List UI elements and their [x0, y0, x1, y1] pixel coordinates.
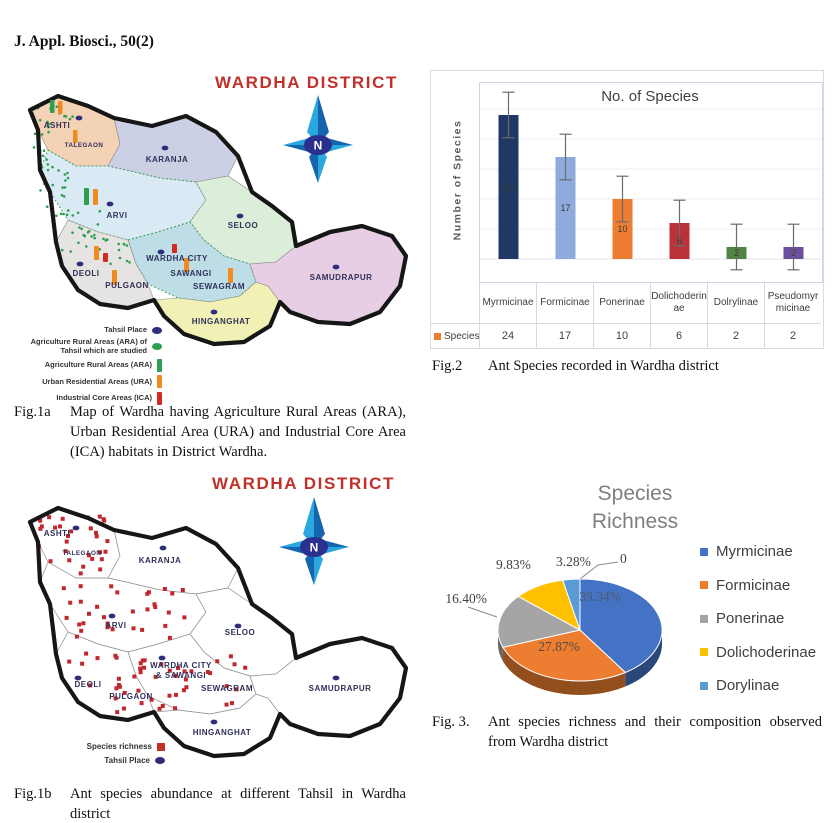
- region-label: SAWANGI: [170, 269, 212, 278]
- region-label: SELOO: [227, 221, 259, 230]
- y-axis-title: Number of Species: [451, 119, 464, 241]
- pie-legend-item: [700, 577, 816, 594]
- region-label: DEOLI: [72, 269, 100, 278]
- plot-area: [479, 82, 823, 283]
- series-legend-cell: [431, 324, 479, 348]
- region-label: DEOLI: [74, 680, 102, 689]
- legend-label: Dolichoderinae: [716, 643, 817, 661]
- region-label: SEWAGRAM: [193, 282, 245, 291]
- legend-marker-icon: [700, 648, 708, 656]
- pie-legend-item: [700, 543, 816, 560]
- region-label: ARVI: [106, 211, 128, 220]
- caption-label: Fig.1b: [14, 786, 52, 802]
- region-label: SAMUDRAPUR: [309, 273, 373, 282]
- bar-chart: [430, 70, 824, 349]
- ura-bar-icon: [157, 375, 162, 388]
- region-label: SEWAGRAM: [201, 684, 253, 693]
- fig1b-legend: [55, 742, 165, 770]
- compass-north-label: N: [313, 138, 323, 153]
- fig1b-map-title: WARDHA DISTRICT: [212, 474, 395, 493]
- species-richness-icon: [157, 743, 165, 751]
- fig3-caption: [432, 712, 822, 752]
- value-cell: 2: [707, 324, 764, 348]
- bar-value-label: 6: [676, 236, 683, 246]
- region-label: TALEGAON: [62, 550, 102, 557]
- bar-value-label: 2: [733, 248, 740, 258]
- series-marker-icon: [434, 333, 441, 340]
- region-label: WARDHA CITY: [146, 254, 208, 263]
- values-row: [431, 323, 821, 349]
- region-label: ASHTI: [43, 529, 71, 538]
- region-label: PULGAON: [105, 281, 149, 290]
- pie-legend-item: [700, 677, 816, 694]
- legend-item: Agriculture Rural Areas (ARA) of Tahsil which are studied: [12, 338, 162, 355]
- legend-label: Myrmicinae: [716, 543, 793, 560]
- legend-label: Dorylinae: [716, 677, 780, 694]
- legend-marker-icon: [700, 548, 708, 556]
- caption-text: Ant Species recorded in Wardha district: [488, 358, 719, 374]
- legend-item: Urban Residential Areas (URA): [12, 375, 162, 388]
- pie-label: 3.28%: [556, 554, 591, 569]
- pie-label: 27.87%: [538, 639, 580, 654]
- category-cell: Dolichoderinae: [650, 282, 707, 323]
- pie-legend: [700, 543, 816, 694]
- category-cell: Myrmicinae: [479, 282, 536, 323]
- bar-value-label: 2: [790, 248, 797, 258]
- legend-marker-icon: [700, 615, 708, 623]
- ara-bar-icon: [157, 359, 162, 372]
- pie-label: 39.34%: [579, 589, 621, 604]
- caption-text: Ant species abundance at different Tahsil in Wardha district: [70, 786, 406, 822]
- value-cell: 6: [650, 324, 707, 348]
- caption-label: Fig.1a: [14, 404, 51, 420]
- fig1a-map: [0, 70, 418, 350]
- legend-marker-icon: [700, 581, 708, 589]
- caption-text: Map of Wardha having Agriculture Rural Areas (ARA), Urban Residential Area (URA) and Industrial Core Area (ICA) habitats in District Wardha.: [70, 404, 406, 460]
- legend-item: Industrial Core Areas (ICA): [12, 392, 162, 405]
- value-cell: 10: [593, 324, 650, 348]
- value-cell: 17: [536, 324, 593, 348]
- compass-north-label: N: [309, 540, 319, 555]
- category-cell: Dolrylinae: [707, 282, 764, 323]
- chart-title: No. of Species: [601, 88, 699, 105]
- region-label: ARVI: [105, 621, 127, 630]
- caption-label: Fig. 3.: [432, 714, 470, 730]
- pie-label: 16.40%: [445, 591, 487, 606]
- pie-chart-title: Species Richness: [591, 482, 679, 533]
- region-label: SAMUDRAPUR: [308, 684, 372, 693]
- value-cell: 24: [479, 324, 536, 348]
- series-name: Species: [444, 330, 480, 342]
- pie-label: 9.83%: [496, 557, 531, 572]
- region-label: KARANJA: [145, 155, 189, 164]
- region-label: HINGANGHAT: [191, 317, 251, 326]
- pie-chart: [440, 545, 730, 715]
- region-label: SELOO: [224, 628, 256, 637]
- pie-label: 0: [620, 551, 627, 566]
- tahsil-place-icon: [155, 757, 165, 764]
- tahsil-place-icon: [152, 327, 162, 334]
- legend-marker-icon: [700, 682, 708, 690]
- legend-item: Species richness: [55, 742, 165, 751]
- fig2-caption: [432, 356, 822, 376]
- pie-legend-item: [700, 644, 816, 661]
- caption-text: Ant species richness and their composition observed from Wardha district: [488, 714, 822, 750]
- caption-label: Fig.2: [432, 358, 463, 374]
- bar-value-label: 17: [560, 203, 571, 213]
- bar-value-label: 24: [503, 182, 514, 192]
- legend-item: Tahsil Place: [12, 326, 162, 335]
- corner-cell: [431, 282, 479, 323]
- region-label: & SAWANGI: [155, 671, 207, 680]
- fig1b-map: [0, 482, 418, 762]
- value-cell: 2: [764, 324, 821, 348]
- region-label: PULGAON: [109, 692, 153, 701]
- category-row: [431, 282, 821, 323]
- legend-item: Tahsil Place: [55, 756, 165, 765]
- legend-label: Formicinae: [716, 576, 791, 594]
- region-label: KARANJA: [138, 556, 182, 565]
- legend-label: Ponerinae: [716, 610, 785, 627]
- region-label: HINGANGHAT: [192, 728, 252, 737]
- category-cell: Pseudomyrmicinae: [764, 282, 821, 323]
- pie-legend-item: [700, 610, 816, 627]
- region-label: WARDHA CITY: [150, 661, 212, 670]
- leader-line-ponerinae: [468, 607, 497, 617]
- legend-item: Agriculture Rural Areas (ARA): [12, 359, 162, 372]
- region-label: ASHTI: [43, 121, 71, 130]
- region-label: TALEGAON: [64, 142, 104, 149]
- fig1b-caption: [14, 784, 406, 823]
- fig1a-caption: [14, 402, 406, 462]
- category-cell: Formicinae: [536, 282, 593, 323]
- bar-value-label: 10: [617, 224, 628, 234]
- fig1a-map-title: WARDHA DISTRICT: [215, 73, 398, 92]
- journal-header: J. Appl. Biosci., 50(2): [14, 33, 154, 50]
- ara-studied-icon: [152, 343, 162, 350]
- category-cell: Ponerinae: [593, 282, 650, 323]
- fig1a-legend: [12, 326, 162, 408]
